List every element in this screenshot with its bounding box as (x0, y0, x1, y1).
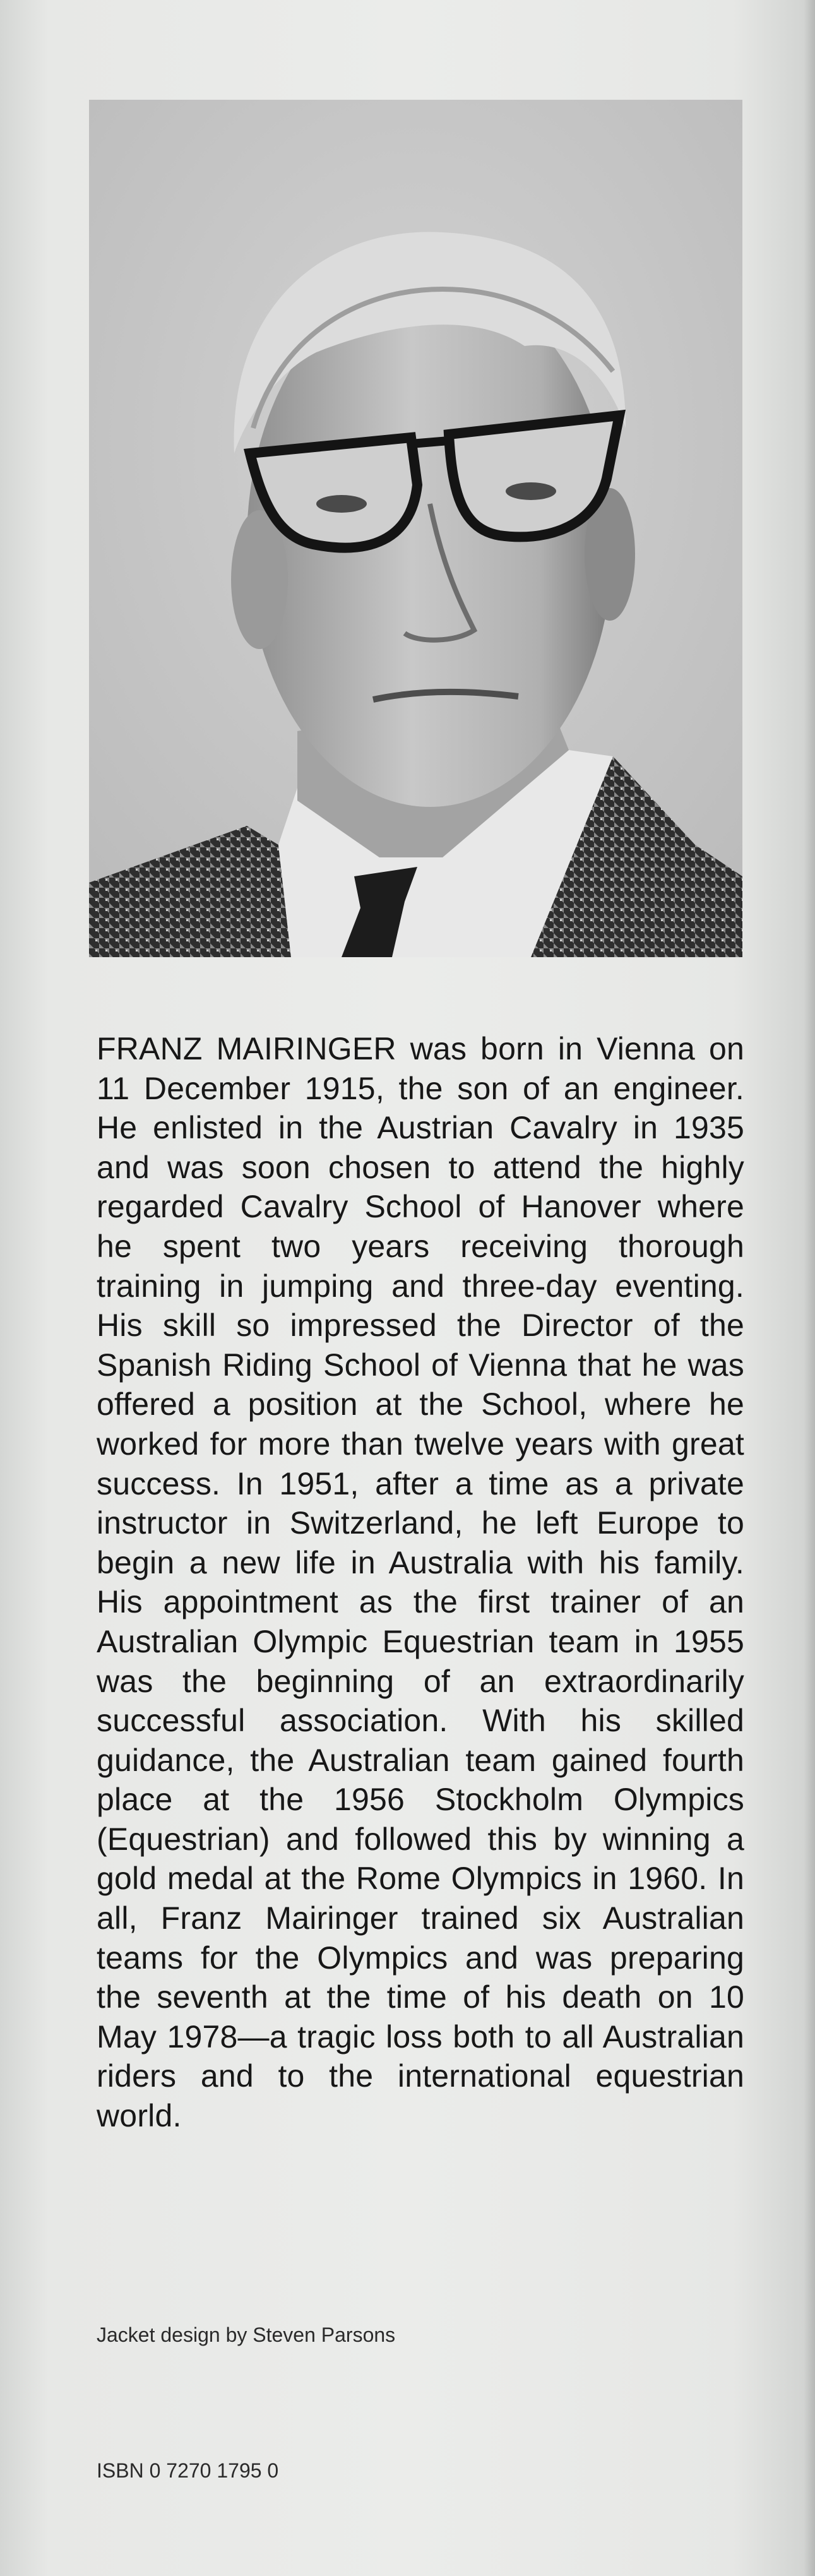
page-edge-shadow (804, 0, 815, 2576)
author-biography: FRANZ MAIRINGER was born in Vienna on 11 December 1915, the son of an engineer. He enlisted in the Austrian Cavalry in 1935 and was soon chosen to attend the highly regarded Cavalry School of Hanover where he spent two years receiving thorough training in jumping and three-day eventing. His skill so impressed the Director of the Spanish Riding School of Vienna that he was offered a position at the School, where he worked for more than twelve years with great success. In 1951, after a time as a private instructor in Switzerland, he left Europe to begin a new life in Australia with his family. His appointment as the first trainer of an Australian Olympic Equestrian team in 1955 was the beginning of an extraordinarily successful association. With his skilled guidance, the Australian team gained fourth place at the 1956 Stockholm Olympics (Equestrian) and followed this by winning a gold medal at the Rome Olympics in 1960. In all, Franz Mairinger trained six Australian teams for the Olympics and was preparing the seventh at the time of his death on 10 May 1978—a tragic loss both to all Australian riders and to the international equestrian world. (97, 1031, 744, 2134)
author-portrait-photo (89, 100, 742, 957)
portrait-illustration (89, 100, 742, 957)
isbn-number: ISBN 0 7270 1795 0 (97, 2459, 279, 2482)
jacket-design-credit: Jacket design by Steven Parsons (97, 2323, 396, 2346)
